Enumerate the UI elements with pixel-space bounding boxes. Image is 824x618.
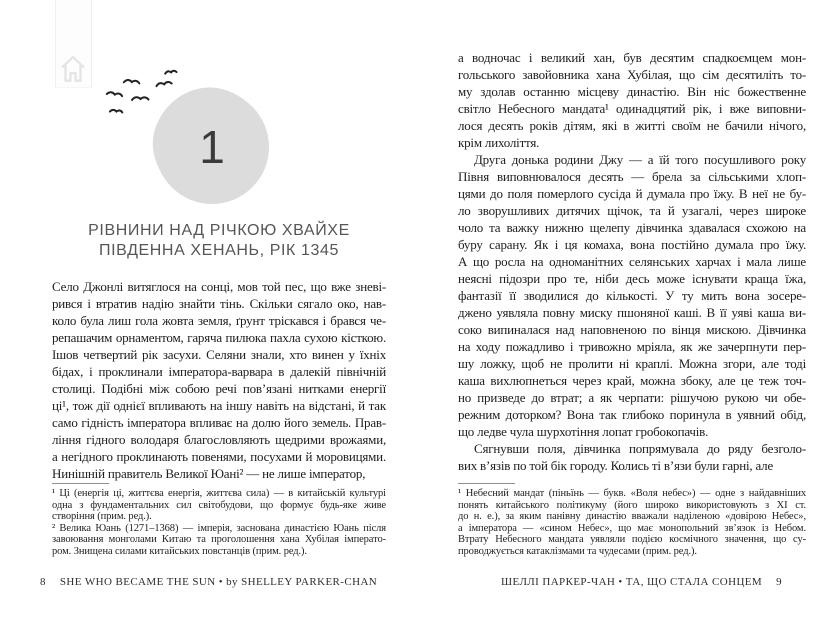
text-line: ром. Знищена силами китайських повстанців (прим. ред.). [52,545,307,557]
text-line: Півня виповнювалося десять — брела за сільськими хлоп- [458,169,806,184]
text-line: одна з фундаментальних сил світобудови, що формує будь-яке живе [52,499,386,511]
right-page-footer [501,576,782,588]
chapter-number: 1 [199,121,225,173]
left-page-footer [40,576,377,588]
text-line: А що росла на одноманітних селянських харчах і мала лише [458,254,806,269]
text-line: а водночас і великий хан, був десятим спадкоємцем мон- [458,50,806,65]
text-line: столиці. Подібні між собою речі пов’язані нитками енергії [52,381,386,396]
left-page-footnotes [52,488,386,558]
text-line: Сягнувши поля, дівчинка попрямувала до ряду безголо- [474,441,806,456]
text-line: Ішов четвертий рік засухи. Селяни знали, хто винен у їхніх [52,347,386,362]
text-line: ² Велика Юань (1271–1368) — імперія, заснована династією Юань після [52,522,386,534]
text-line: чоло та важку нижню щелепу дівчинка здавалася схожою на [458,220,806,235]
text-line: Друга донька родини Джу — а їй того посушливого року [474,152,806,167]
text-line: неясні підозри про те, ніби десь може існувати краща їжа, [458,271,806,286]
text-line: ці¹, тож дії однієї впливають на іншу навіть на відстані, й так [52,398,386,413]
text-line: джено уявляла повну миску пшоняної каші. В її уяві каша ви- [458,305,806,320]
text-line: цями до поля померлого сусіда й думала про їжу. В неї не бу- [458,186,806,201]
text-line: створіння (прим. ред.). [52,511,152,523]
text-line: світло Небесного мандата¹ одинадцятий рік, і вже виповни- [458,101,806,116]
text-line: фантазії її зводилися до кількості. У ту мить вона зосере- [458,288,806,303]
text-line: бідах, і проклинали імператора-варвара в далекій північній [52,364,386,379]
left-page-body [52,278,386,482]
text-line: Втрату Небесного мандата уявляли подією космічного значення, що су- [458,534,806,546]
text-line: крім лихоліття. [458,135,540,150]
text-line: а негідного проклинають повенями, посухами й моровицями. [52,449,386,464]
text-line: шу ложку, щоб не пролити ні краплі. Можна згори, але тоді [458,356,806,371]
text-line: му здолав останню місцеву династію. Він ніс божественне [458,84,806,99]
footnote-rule-right [458,483,515,484]
text-line: ління гідного володаря благословляють щедрими врожаями, [52,432,386,447]
right-page-body [458,49,806,474]
home-icon [59,53,87,83]
footnote-rule-left [52,483,109,484]
text-line: буру сарану. Як і ця комаха, вона постійно думала про їжу. [458,237,806,252]
text-line: гольського завойовника хана Хубілая, що сім десятиліть то- [458,67,806,82]
text-line: що ледве чула шурхотіння лопат гробокопачів. [458,424,709,439]
text-line: ¹ Ці (енергія ці, життєва енергія, життєва сила) — в китайській культурі [52,488,386,499]
running-title-left: SHE WHO BECAME THE SUN • by SHELLEY PARKER-CHAN [59,576,378,588]
text-line: вих в’язів по той бік городу. Колись ті в’язи були гарні, але [458,458,774,473]
right-page-footnotes [458,488,806,558]
text-line: каша вихлюпнеться через край, можна збоку, але це теж точ- [458,373,806,388]
chapter-title-line1: РІВНИНИ НАД РІЧКОЮ ХВАЙХЕ [88,222,350,239]
text-line: до н. е.), за яким панівну династію вважали наділеною «довірою Небес», [458,511,806,523]
text-line: само гідність імператора впливає на долю його земель. Прав- [52,415,386,430]
page-number-left: 8 [40,576,46,588]
chapter-number-badge [155,90,269,204]
text-line: понять китайського політикуму (його широко використовують з XI ст. [458,499,806,511]
text-line: завоювання монголами Китаю та проголошення хана Хубілая імперато- [52,534,386,546]
text-line: Село Джонлі витяглося на сонці, мов той пес, що вже зневі- [52,279,386,294]
chapter-title-line2: ПІВДЕННА ХЕНАНЬ, РІК 1345 [99,242,339,259]
chapter-title [52,221,386,261]
text-line: проводжується катаклізмами та чудесами (прим. ред.). [458,545,697,557]
text-line: коло була лиш гола жовта земля, ґрунт тріскався і брався че- [52,313,386,328]
text-line: рився і втратив надію знайти тінь. Скільки сягало око, нав- [52,296,386,311]
text-line: на ходу пожадливо і тривожно мріяла, як же зачерпнути пер- [458,339,806,354]
text-line: режним доторком? Вона так глибоко поринула в уявний обід, [458,407,806,422]
running-title-right: ШЕЛЛІ ПАРКЕР-ЧАН • ТА, ЩО СТАЛА СОНЦЕМ [500,576,763,588]
home-button[interactable] [55,0,92,88]
text-line: Нинішній правитель Великої Юані² — не лише імператор, [52,466,366,481]
text-line: ¹ Небесний мандат (піньїнь — букв. «Воля небес») — одне з найдавніших [458,488,806,499]
text-line: соко випиналася над наповненою по вінця мискою. Дівчинка [458,322,806,337]
text-line: репашачим орнаментом, гаряча пилюка пахла сухою кісткою. [52,330,386,345]
page-number-right: 9 [776,576,782,588]
text-line: лося десять років дітям, які в житті своїм не бачили нічого, [458,118,806,133]
text-line: ло зворушливих дитячих щічок, та й узагалі, через широке [458,203,806,218]
text-line: но призведе до втрат; а як черпати: рішучою рукою чи обе- [458,390,806,405]
text-line: а імператора — «сином Небес», що має монопольний зв’язок із Небом. [458,522,806,534]
